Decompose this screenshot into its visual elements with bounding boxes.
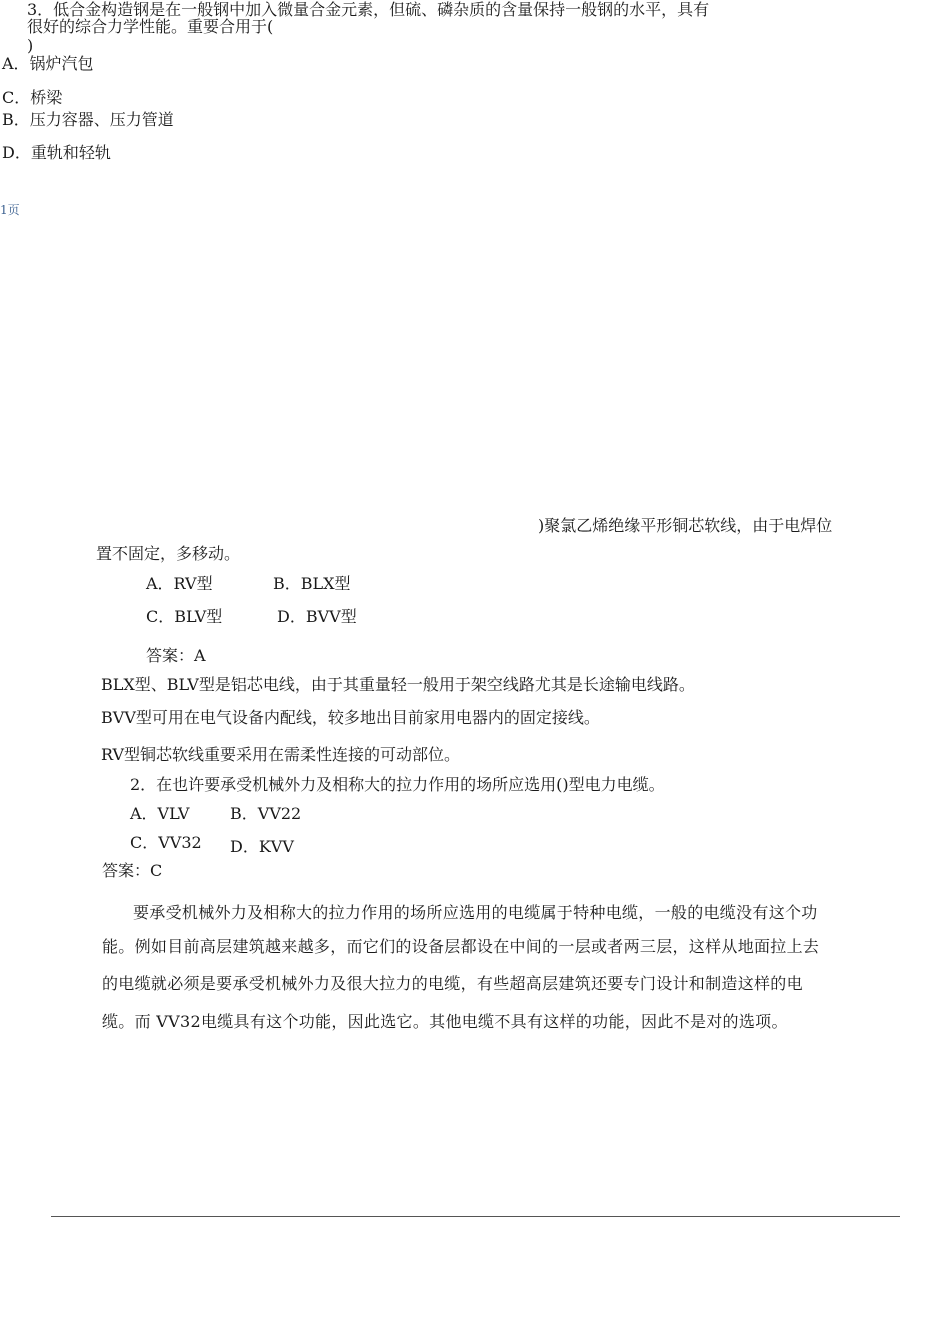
q3-option-a: A．锅炉汽包 bbox=[2, 54, 94, 73]
q1-option-a: A．RV型 bbox=[146, 574, 213, 593]
q2-option-d: D．KVV bbox=[230, 837, 294, 856]
q3-option-d: D．重轨和轻轨 bbox=[2, 143, 111, 162]
page-marker: 1页 bbox=[0, 203, 20, 217]
q3-stem-line1: 3．低合金构造钢是在一般钢中加入微量合金元素，但硫、磷杂质的含量保持一般钢的水平，具有 bbox=[27, 0, 710, 19]
q2-option-a: A．VLV bbox=[130, 804, 190, 823]
q2-explain-line3: 的电缆就必须是要承受机械外力及很大拉力的电缆，有些超高层建筑还要专门设计和制造这样的电 bbox=[102, 974, 803, 993]
q1-option-d: D．BVV型 bbox=[277, 607, 357, 626]
q1-stem-line2: 置不固定，多移动。 bbox=[96, 544, 241, 563]
q1-stem-line1: )聚氯乙烯绝缘平形铜芯软线，由于电焊位 bbox=[538, 516, 833, 535]
q1-option-c: C．BLV型 bbox=[146, 607, 223, 626]
q2-explain-line2: 能。例如目前高层建筑越来越多，而它们的设备层都设在中间的一层或者两三层，这样从地面拉上去 bbox=[102, 937, 820, 956]
q3-stem-line2: 很好的综合力学性能。重要合用于( bbox=[27, 17, 274, 36]
q1-explain-2: BVV型可用在电气设备内配线，较多地出目前家用电器内的固定接线。 bbox=[101, 708, 600, 727]
q2-option-c: C．VV32 bbox=[130, 833, 202, 852]
q2-explain-line4: 缆。而 VV32电缆具有这个功能，因此选它。其他电缆不具有这样的功能，因此不是对的选项。 bbox=[102, 1012, 788, 1031]
q1-explain-3: RV型铜芯软线重要采用在需柔性连接的可动部位。 bbox=[101, 745, 461, 764]
q1-option-b: B．BLX型 bbox=[273, 574, 351, 593]
q2-answer: 答案：C bbox=[102, 861, 163, 880]
q3-option-c: C．桥梁 bbox=[2, 88, 63, 107]
q3-option-b: B．压力容器、压力管道 bbox=[2, 110, 174, 129]
q3-stem-line3: ) bbox=[27, 36, 34, 55]
q2-explain-line1: 要承受机械外力及相称大的拉力作用的场所应选用的电缆属于特种电缆，一般的电缆没有这个功 bbox=[133, 903, 818, 922]
footer-divider bbox=[51, 1216, 900, 1217]
q2-option-b: B．VV22 bbox=[230, 804, 302, 823]
q1-explain-1: BLX型、BLV型是铝芯电线，由于其重量轻一般用于架空线路尤其是长途输电线路。 bbox=[101, 675, 695, 694]
q2-stem: 2．在也许要承受机械外力及相称大的拉力作用的场所应选用()型电力电缆。 bbox=[130, 775, 665, 794]
q1-answer: 答案：A bbox=[146, 646, 206, 665]
